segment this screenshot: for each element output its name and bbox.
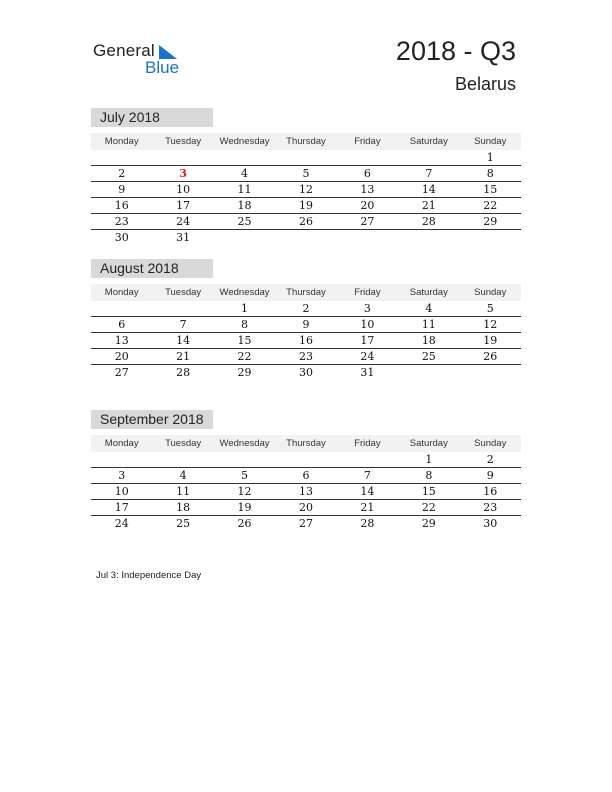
- weekday-label: Saturday: [409, 287, 448, 298]
- day-cell: [337, 150, 398, 165]
- day-cell: 2: [302, 302, 310, 315]
- month-name: July 2018: [91, 108, 213, 127]
- day-cell: 4: [425, 302, 433, 315]
- day-cell: 11: [237, 183, 252, 196]
- day-cell: 19: [298, 199, 313, 212]
- week-row: [91, 182, 521, 198]
- week-row: [91, 150, 521, 166]
- day-cell: 28: [360, 517, 375, 530]
- week-row: [91, 166, 521, 182]
- weekday-label: Thursday: [286, 287, 326, 298]
- day-cell: [91, 150, 152, 165]
- weekday-label: Friday: [354, 136, 381, 147]
- day-cell: 22: [421, 501, 436, 514]
- week-row: [91, 317, 521, 333]
- week-row: [91, 214, 521, 230]
- day-cell: 10: [176, 183, 191, 196]
- day-cell: 27: [114, 366, 129, 379]
- day-cell: 7: [425, 167, 433, 180]
- day-cell: [152, 150, 213, 165]
- day-cell: 25: [237, 215, 252, 228]
- day-cell: 13: [360, 183, 375, 196]
- page-title: 2018 - Q3: [395, 36, 516, 66]
- holiday-notes: [96, 570, 201, 581]
- day-cell: 8: [241, 318, 249, 331]
- day-cell: [275, 150, 336, 165]
- day-cell: 11: [176, 485, 191, 498]
- day-cell: 1: [241, 302, 249, 315]
- weekday-label: Wednesday: [219, 438, 270, 449]
- day-cell: 2: [118, 167, 126, 180]
- day-cell: 8: [486, 167, 494, 180]
- day-cell: 31: [360, 366, 375, 379]
- week-row: [91, 365, 521, 381]
- day-cell: [152, 301, 213, 316]
- day-cell: 18: [176, 501, 191, 514]
- day-cell: [398, 150, 459, 165]
- day-cell: 16: [298, 334, 313, 347]
- day-cell: 19: [237, 501, 252, 514]
- weekday-label: Monday: [104, 136, 139, 147]
- day-cell: 24: [360, 350, 375, 363]
- week-row: [91, 198, 521, 214]
- day-cell: 12: [298, 183, 313, 196]
- month-september: [91, 410, 521, 532]
- day-cell: [398, 230, 459, 246]
- day-cell: 12: [483, 318, 498, 331]
- day-cell: 24: [176, 215, 191, 228]
- week-row: [91, 516, 521, 532]
- day-cell: 14: [176, 334, 191, 347]
- holiday-note: Jul 3: Independence Day: [96, 570, 202, 581]
- day-cell: 7: [363, 469, 371, 482]
- logo-text-general: General: [93, 41, 155, 60]
- day-cell: 6: [302, 469, 310, 482]
- day-cell: 16: [114, 199, 129, 212]
- weekday-label: Thursday: [286, 438, 326, 449]
- day-cell: 31: [176, 231, 191, 244]
- weekday-label: Wednesday: [219, 287, 270, 298]
- weekday-header-row: [91, 435, 521, 452]
- day-cell: 26: [237, 517, 252, 530]
- day-cell: 9: [118, 183, 126, 196]
- day-cell: [214, 150, 275, 165]
- day-cell: [460, 230, 521, 246]
- day-cell: 14: [421, 183, 436, 196]
- day-cell: 10: [360, 318, 375, 331]
- day-cell: 29: [237, 366, 252, 379]
- day-cell: 18: [237, 199, 252, 212]
- day-cell: 6: [118, 318, 126, 331]
- weekday-label: Saturday: [409, 438, 448, 449]
- weekday-label: Tuesday: [165, 287, 202, 298]
- logo-text-blue: Blue: [145, 58, 180, 77]
- weekday-header-row: [91, 284, 521, 301]
- day-cell: 23: [114, 215, 129, 228]
- weekday-label: Sunday: [474, 438, 507, 449]
- day-cell: 2: [486, 453, 494, 466]
- day-cell: 15: [421, 485, 436, 498]
- day-cell: [91, 452, 152, 467]
- weekday-label: Wednesday: [219, 136, 270, 147]
- day-cell: 5: [241, 469, 249, 482]
- day-cell: 27: [298, 517, 313, 530]
- day-cell: 13: [114, 334, 129, 347]
- day-cell: 15: [237, 334, 252, 347]
- day-cell: 17: [360, 334, 375, 347]
- day-cell: 5: [302, 167, 310, 180]
- day-cell: [460, 365, 521, 381]
- week-row: [91, 452, 521, 468]
- month-august: [91, 259, 521, 381]
- day-cell: 26: [298, 215, 313, 228]
- weekday-label: Saturday: [409, 136, 448, 147]
- day-cell: 5: [486, 302, 494, 315]
- day-cell: 15: [483, 183, 498, 196]
- logo: [93, 41, 193, 77]
- day-cell: [214, 230, 275, 246]
- day-cell: 19: [483, 334, 498, 347]
- day-cell: 27: [360, 215, 375, 228]
- day-cell: 6: [363, 167, 371, 180]
- day-cell: 16: [483, 485, 498, 498]
- day-cell: 26: [483, 350, 498, 363]
- day-cell: 20: [114, 350, 129, 363]
- day-cell: 4: [241, 167, 249, 180]
- day-cell: 11: [421, 318, 436, 331]
- day-cell: 18: [421, 334, 436, 347]
- week-row: [91, 349, 521, 365]
- day-cell: 3: [118, 469, 126, 482]
- day-cell: [152, 452, 213, 467]
- week-row: [91, 333, 521, 349]
- country-name: Belarus: [454, 74, 516, 94]
- day-cell: 7: [179, 318, 187, 331]
- day-cell: [398, 365, 459, 381]
- weekday-label: Tuesday: [165, 136, 202, 147]
- day-cell: 14: [360, 485, 375, 498]
- day-cell: 12: [237, 485, 252, 498]
- weekday-label: Sunday: [474, 136, 507, 147]
- weekday-label: Monday: [104, 287, 139, 298]
- day-cell: 29: [483, 215, 498, 228]
- day-cell: 28: [176, 366, 191, 379]
- day-cell: 20: [360, 199, 375, 212]
- day-cell: 13: [298, 485, 313, 498]
- day-cell: 30: [114, 231, 129, 244]
- day-cell: 30: [298, 366, 313, 379]
- day-cell: 9: [486, 469, 494, 482]
- day-cell: 1: [425, 453, 433, 466]
- day-cell: 25: [176, 517, 191, 530]
- day-cell: 22: [483, 199, 498, 212]
- day-cell: 21: [360, 501, 375, 514]
- day-cell: 21: [176, 350, 191, 363]
- day-cell: 23: [483, 501, 498, 514]
- day-cell: [275, 230, 336, 246]
- day-cell: 28: [421, 215, 436, 228]
- week-row: [91, 484, 521, 500]
- weekday-label: Thursday: [286, 136, 326, 147]
- day-cell: [214, 452, 275, 467]
- week-row: [91, 301, 521, 317]
- day-cell: [337, 230, 398, 246]
- day-cell: 22: [237, 350, 252, 363]
- weekday-label: Monday: [104, 438, 139, 449]
- week-row: [91, 468, 521, 484]
- day-cell: 29: [421, 517, 436, 530]
- weekday-label: Friday: [354, 438, 381, 449]
- month-july: [91, 108, 521, 246]
- week-row: [91, 500, 521, 516]
- weekday-label: Tuesday: [165, 438, 202, 449]
- day-cell: 23: [298, 350, 313, 363]
- day-cell: 9: [302, 318, 310, 331]
- day-cell: 1: [486, 151, 494, 164]
- day-cell: 3: [363, 302, 371, 315]
- logo-triangle-icon: [159, 45, 177, 59]
- month-name: September 2018: [91, 410, 213, 429]
- day-cell: [91, 301, 152, 316]
- holiday-day-cell: 3: [179, 167, 187, 180]
- weekday-label: Sunday: [474, 287, 507, 298]
- day-cell: 8: [425, 469, 433, 482]
- weekday-header-row: [91, 133, 521, 150]
- day-cell: 20: [298, 501, 313, 514]
- month-name: August 2018: [91, 259, 213, 278]
- day-cell: 17: [176, 199, 191, 212]
- day-cell: 25: [421, 350, 436, 363]
- day-cell: 17: [114, 501, 129, 514]
- day-cell: 21: [421, 199, 436, 212]
- weekday-label: Friday: [354, 287, 381, 298]
- week-row: [91, 230, 521, 246]
- day-cell: 30: [483, 517, 498, 530]
- day-cell: 4: [179, 469, 187, 482]
- day-cell: 10: [114, 485, 129, 498]
- day-cell: [337, 452, 398, 467]
- day-cell: 24: [114, 517, 129, 530]
- day-cell: [275, 452, 336, 467]
